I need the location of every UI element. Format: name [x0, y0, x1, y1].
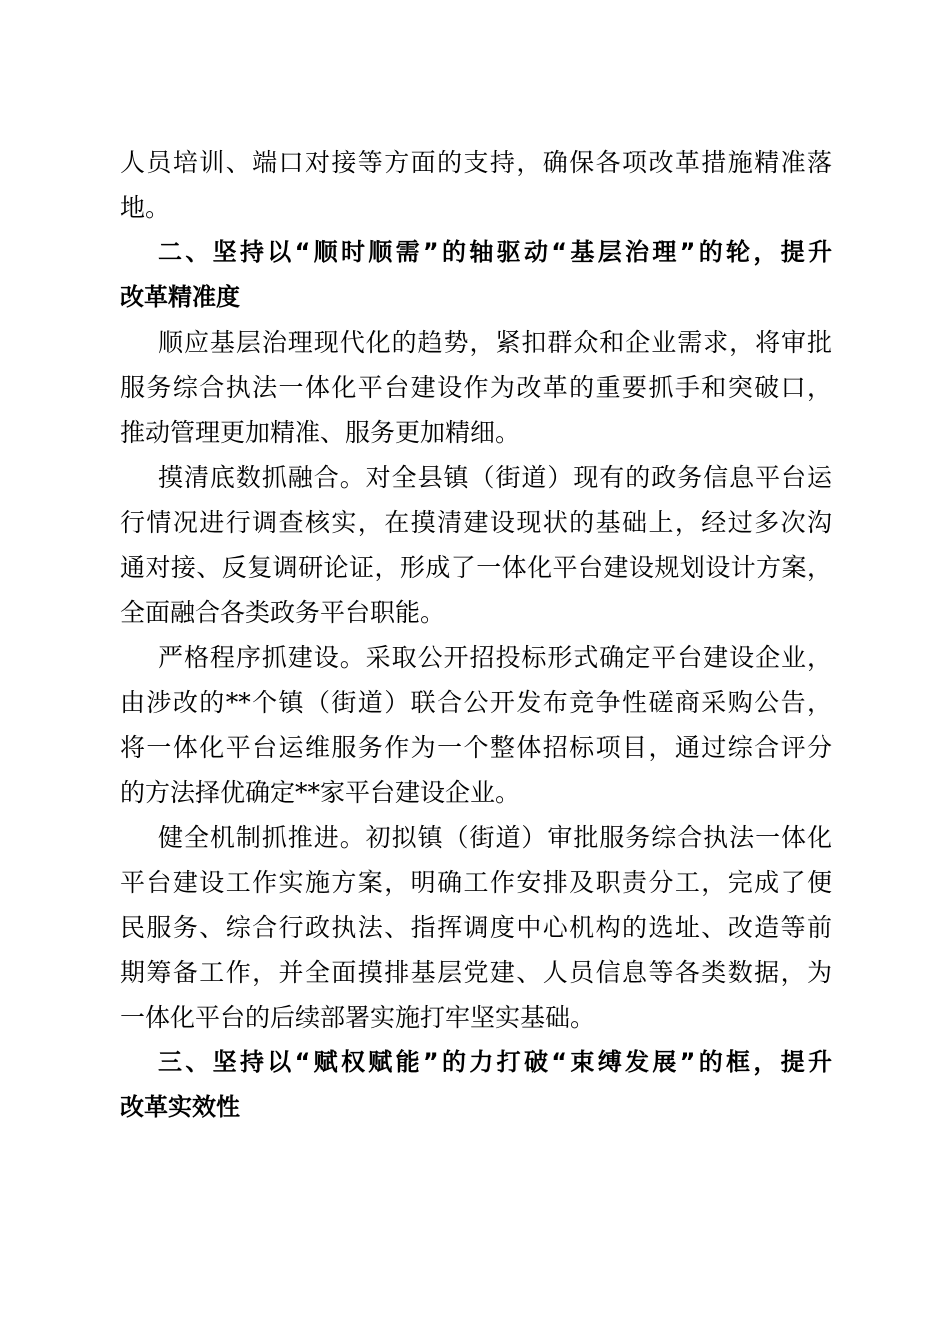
paragraph-mechanism [120, 815, 832, 1040]
text-line: 民服务、综合行政执法、指挥调度中心机构的选址、改造等前 [120, 913, 832, 942]
text-line: 地。 [120, 193, 171, 222]
text-line: 通对接、反复调研论证，形成了一体化平台建设规划设计方案， [120, 553, 832, 582]
text-line: 全面融合各类政务平台职能。 [120, 598, 446, 627]
paragraph-intro [120, 320, 832, 455]
text-line: 期筹备工作，并全面摸排基层党建、人员信息等各类数据，为 [120, 958, 832, 987]
heading-line: 三、坚持以“赋权赋能”的力打破“束缚发展”的框，提升 [158, 1048, 832, 1076]
text-line: 推动管理更加精准、服务更加精细。 [120, 418, 521, 447]
text-line: 的方法择优确定**家平台建设企业。 [120, 778, 521, 807]
text-line: 一体化平台的后续部署实施打牢坚实基础。 [120, 1003, 596, 1032]
text-line: 平台建设工作实施方案，明确工作安排及职责分工，完成了便 [120, 868, 832, 897]
text-line: 顺应基层治理现代化的趋势，紧扣群众和企业需求，将审批 [158, 328, 832, 357]
heading-line: 改革实效性 [120, 1093, 240, 1121]
section-heading-3 [120, 1040, 832, 1130]
section-heading-2 [120, 230, 832, 320]
paragraph-continuation [120, 140, 832, 230]
paragraph-construction [120, 635, 832, 815]
text-line: 严格程序抓建设。采取公开招投标形式确定平台建设企业， [158, 643, 832, 672]
heading-line: 改革精准度 [120, 283, 240, 311]
text-line: 行情况进行调查核实，在摸清建设现状的基础上，经过多次沟 [120, 508, 832, 537]
text-line: 人员培训、端口对接等方面的支持，确保各项改革措施精准落 [120, 148, 832, 177]
text-line: 将一体化平台运维服务作为一个整体招标项目，通过综合评分 [120, 733, 832, 762]
paragraph-integration [120, 455, 832, 635]
text-line: 健全机制抓推进。初拟镇（街道）审批服务综合执法一体化 [158, 823, 832, 852]
text-line: 服务综合执法一体化平台建设作为改革的重要抓手和突破口， [120, 373, 832, 402]
document-page [120, 140, 832, 1130]
text-line: 由涉改的**个镇（街道）联合公开发布竞争性磋商采购公告， [120, 688, 832, 717]
text-line: 摸清底数抓融合。对全县镇（街道）现有的政务信息平台运 [158, 463, 832, 492]
heading-line: 二、坚持以“顺时顺需”的轴驱动“基层治理”的轮，提升 [158, 238, 832, 266]
